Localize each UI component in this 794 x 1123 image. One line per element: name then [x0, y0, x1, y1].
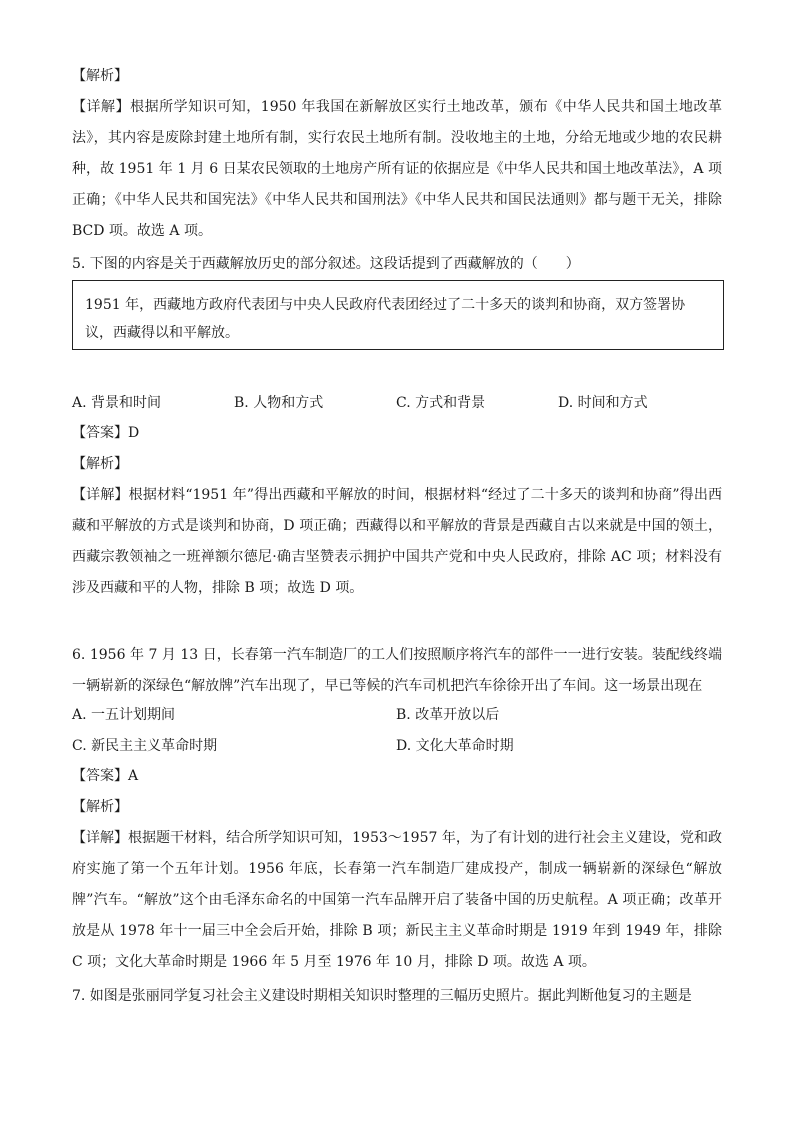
- q6-detail: 【详解】根据题干材料，结合所学知识可知，1953～1957 年，为了有计划的进行社会主义建设，党和政府实施了第一个五年计划。1956 年底，长春第一汽车制造厂建成投产，制成一辆崭新的深绿色“解放牌”汽车。“解放”这个由毛泽东命名的中国第一汽车品牌开启了装备中国的历史航程。A 项正确；改革开放是从 1978 年十一届三中全会后开始，排除 B 项；新民主主义革命时期是 1919 年到 1949 年，排除 C 项；文化大革命时期是 1966 年 5 月至 1976 年 10 月，排除 D 项。故选 A 项。: [72, 830, 722, 970]
- q6-stem: 6. 1956 年 7 月 13 日，长春第一汽车制造厂的工人们按照顺序将汽车的部件一一进行安装。装配线终端一辆崭新的深绿色“解放牌”汽车出现了，早已等候的汽车司机把汽车徐徐开出了车间。这一场景出现在: [72, 647, 722, 694]
- q6-options-row2: [72, 735, 722, 755]
- q5-options: [72, 392, 722, 412]
- q5-option-a: A. 背景和时间: [72, 395, 162, 411]
- q7-stem: 7. 如图是张丽同学复习社会主义建设时期相关知识时整理的三幅历史照片。据此判断他复习的主题是: [72, 988, 692, 1004]
- q6-option-c: C. 新民主主义革命时期: [72, 738, 218, 754]
- q6-option-b: B. 改革开放以后: [396, 707, 500, 723]
- q6-option-a: A. 一五计划期间: [72, 707, 176, 723]
- q5-stem: 5. 下图的内容是关于西藏解放历史的部分叙述。这段话提到了西藏解放的（ ）: [72, 256, 580, 272]
- q5-material-text: 1951 年，西藏地方政府代表团与中央人民政府代表团经过了二十多天的谈判和协商，双方签署协议，西藏得以和平解放。: [85, 297, 686, 341]
- q4-detail: 【详解】根据所学知识可知，1950 年我国在新解放区实行土地改革，颁布《中华人民共和国土地改革法》，其内容是废除封建土地所有制，实行农民土地所有制。没收地主的土地，分给无地或少地的农民耕种，故 1951 年 1 月 6 日某农民领取的土地房产所有证的依据应是《中华人民共和国土地改革法》，A 项正确；《中华人民共和国宪法》《中华人民共和国刑法》《中华人民共和国民法通则》都与题干无关，排除 BCD 项。故选 A 项。: [72, 99, 722, 239]
- q5-material-box: [72, 280, 724, 350]
- q5-option-d: D. 时间和方式: [558, 395, 648, 411]
- q5-detail: 【详解】根据材料“1951 年”得出西藏和平解放的时间，根据材料“经过了二十多天的谈判和协商”得出西藏和平解放的方式是谈判和协商，D 项正确；西藏得以和平解放的背景是西藏自古以来就是中国的领土，西藏宗教领袖之一班禅额尔德尼·确吉坚赞表示拥护中国共产党和中央人民政府，排除 AC 项；材料没有涉及西藏和平的人物，排除 B 项；故选 D 项。: [72, 487, 722, 596]
- q4-analysis-label: 【解析】: [72, 68, 128, 84]
- q5-analysis-label: 【解析】: [72, 456, 128, 472]
- q6-option-d: D. 文化大革命时期: [396, 738, 514, 754]
- q5-option-b: B. 人物和方式: [234, 395, 324, 411]
- q6-analysis-label: 【解析】: [72, 799, 128, 815]
- q6-options-row1: [72, 704, 722, 724]
- q5-option-c: C. 方式和背景: [396, 395, 486, 411]
- q5-answer: 【答案】D: [72, 425, 140, 441]
- q6-answer: 【答案】A: [72, 768, 139, 784]
